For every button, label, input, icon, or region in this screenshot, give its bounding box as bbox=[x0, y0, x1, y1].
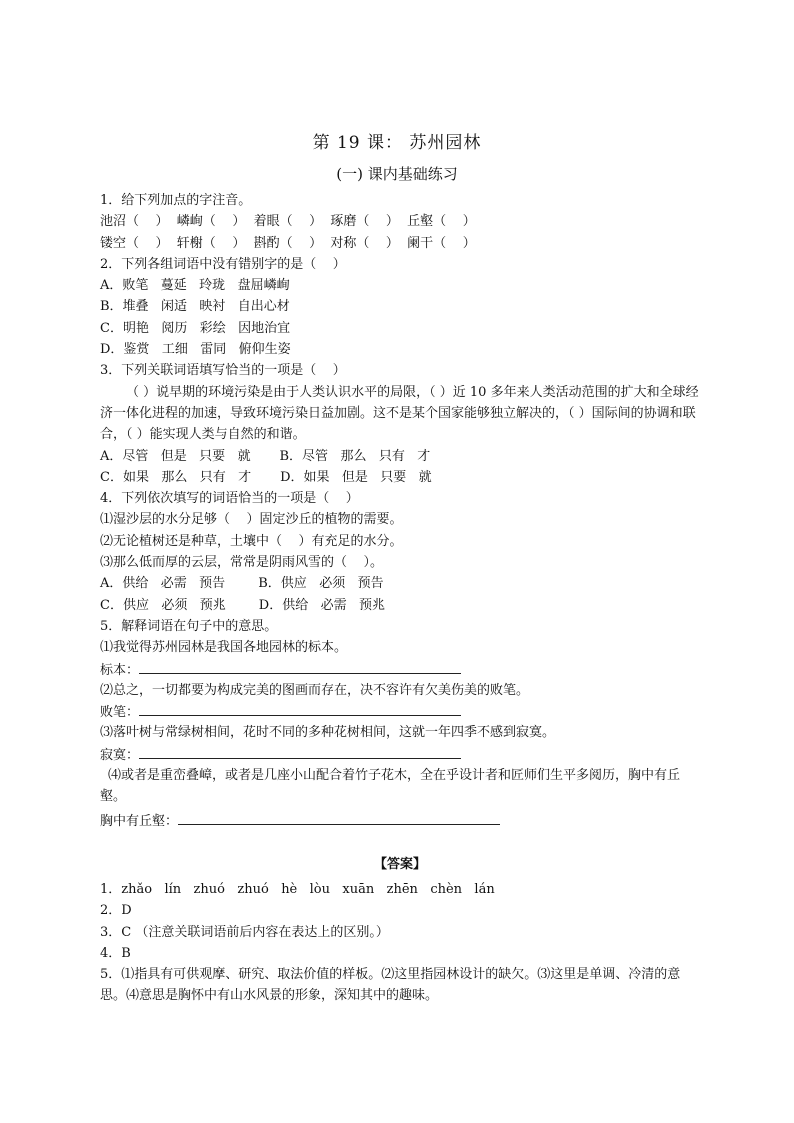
q2-option-d: D．鉴赏 工细 雷同 俯仰生姿 bbox=[100, 342, 291, 358]
q5-sentence-3: ⑶落叶树与常绿树相间，花时不同的多种花树相间，这就一年四季不感到寂寞。 bbox=[100, 725, 556, 741]
q4-sentence-2: ⑵无论植树还是种草，土壤中（ ）有充足的水分。 bbox=[100, 533, 403, 549]
q3-options-ab: A．尽管 但是 只要 就 B．尽管 那么 只有 才 bbox=[100, 448, 431, 464]
blank-line bbox=[139, 659, 461, 674]
blank-line bbox=[139, 701, 461, 716]
q5-word-1: 标本： bbox=[100, 662, 140, 678]
q5-answer-line-1 bbox=[100, 659, 700, 680]
q1-stem: 1．给下列加点的字注音。 bbox=[100, 193, 252, 208]
q5-word-3: 寂寞： bbox=[100, 747, 140, 763]
q5-answer-line-3 bbox=[100, 744, 700, 765]
q3-passage: （ ）说早期的环境污染是由于人类认识水平的局限，（ ）近 10 多年来人类活动范围的扩大和全球经济一体化进程的加速，导致环境污染日益加剧。这不是某个国家能够独立解决的，（ ）国际间的协调和联合，（ ）能实现人类与自然的和谐。 bbox=[100, 384, 699, 443]
answer-heading: 【答案】 bbox=[373, 856, 426, 872]
q2-option-a: A．败笔 蔓延 玲珑 盘屈嶙峋 bbox=[100, 278, 290, 294]
blank-line bbox=[139, 744, 461, 759]
q5-stem: 5．解释词语在句子中的意思。 bbox=[100, 618, 278, 634]
answer-1: 1．zhǎo lín zhuó zhuó hè lòu xuān zhēn chèn lán bbox=[100, 881, 495, 897]
q5-sentence-4: ⑷或者是重峦叠嶂，或者是几座小山配合着竹子花木，全在乎设计者和匠师们生平多阅历，胸中有丘壑。 bbox=[100, 768, 681, 805]
q1-row2: 镂空（ ） 轩榭（ ） 斟酌（ ） 对称（ ） 阑干（ ） bbox=[100, 235, 476, 251]
q1-row1: 池沼（ ） 嶙峋（ ） 着眼（ ） 琢磨（ ） 丘壑（ ） bbox=[100, 214, 476, 230]
q5-answer-line-4 bbox=[100, 810, 700, 831]
q2-stem: 2．下列各组词语中没有错别字的是（ ） bbox=[100, 256, 346, 272]
q5-sentence-2: ⑵总之，一切都要为构成完美的图画而存在，决不容许有欠美伤美的败笔。 bbox=[100, 682, 530, 698]
q5-word-2: 败笔： bbox=[100, 705, 140, 721]
section-heading: (一) 课内基础练习 bbox=[336, 165, 458, 183]
answer-3: 3．C （注意关联词语前后内容在表达上的区别。） bbox=[100, 924, 389, 940]
q4-options-cd: C．供应 必须 预兆 D．供给 必需 预兆 bbox=[100, 597, 386, 613]
q4-stem: 4．下列依次填写的词语恰当的一项是（ ） bbox=[100, 491, 359, 507]
q3-stem: 3．下列关联词语填写恰当的一项是（ ） bbox=[100, 363, 346, 379]
q2-option-c: C．明艳 阅历 彩绘 因地治宜 bbox=[100, 320, 291, 336]
blank-line bbox=[178, 810, 500, 825]
exercise-body bbox=[100, 190, 700, 1007]
q2-option-b: B．堆叠 闲适 映衬 自出心材 bbox=[100, 299, 290, 315]
q3-options-cd: C．如果 那么 只有 才 D．如果 但是 只要 就 bbox=[100, 469, 432, 485]
lesson-title: 第 19 课： 苏州园林 bbox=[312, 133, 482, 153]
answer-5: 5．⑴指具有可供观摩、研究、取法价值的样板。⑵这里指园林设计的缺欠。⑶这里是单调、冷清的意思。⑷意思是胸怀中有山水风景的形象，深知其中的趣味。 bbox=[100, 967, 681, 1004]
answer-4: 4．B bbox=[100, 945, 131, 961]
q4-sentence-1: ⑴湿沙层的水分足够（ ）固定沙丘的植物的需要。 bbox=[100, 512, 403, 528]
q4-options-ab: A．供给 必需 预告 B．供应 必须 预告 bbox=[100, 576, 384, 592]
q5-sentence-1: ⑴我觉得苏州园林是我国各地园林的标本。 bbox=[100, 640, 348, 656]
q5-answer-line-2 bbox=[100, 701, 700, 722]
q4-sentence-3: ⑶那么低而厚的云层，常常是阴雨风雪的（ ）。 bbox=[100, 555, 384, 571]
answer-2: 2．D bbox=[100, 903, 132, 919]
q5-word-4: 胸中有丘壑： bbox=[100, 813, 179, 829]
